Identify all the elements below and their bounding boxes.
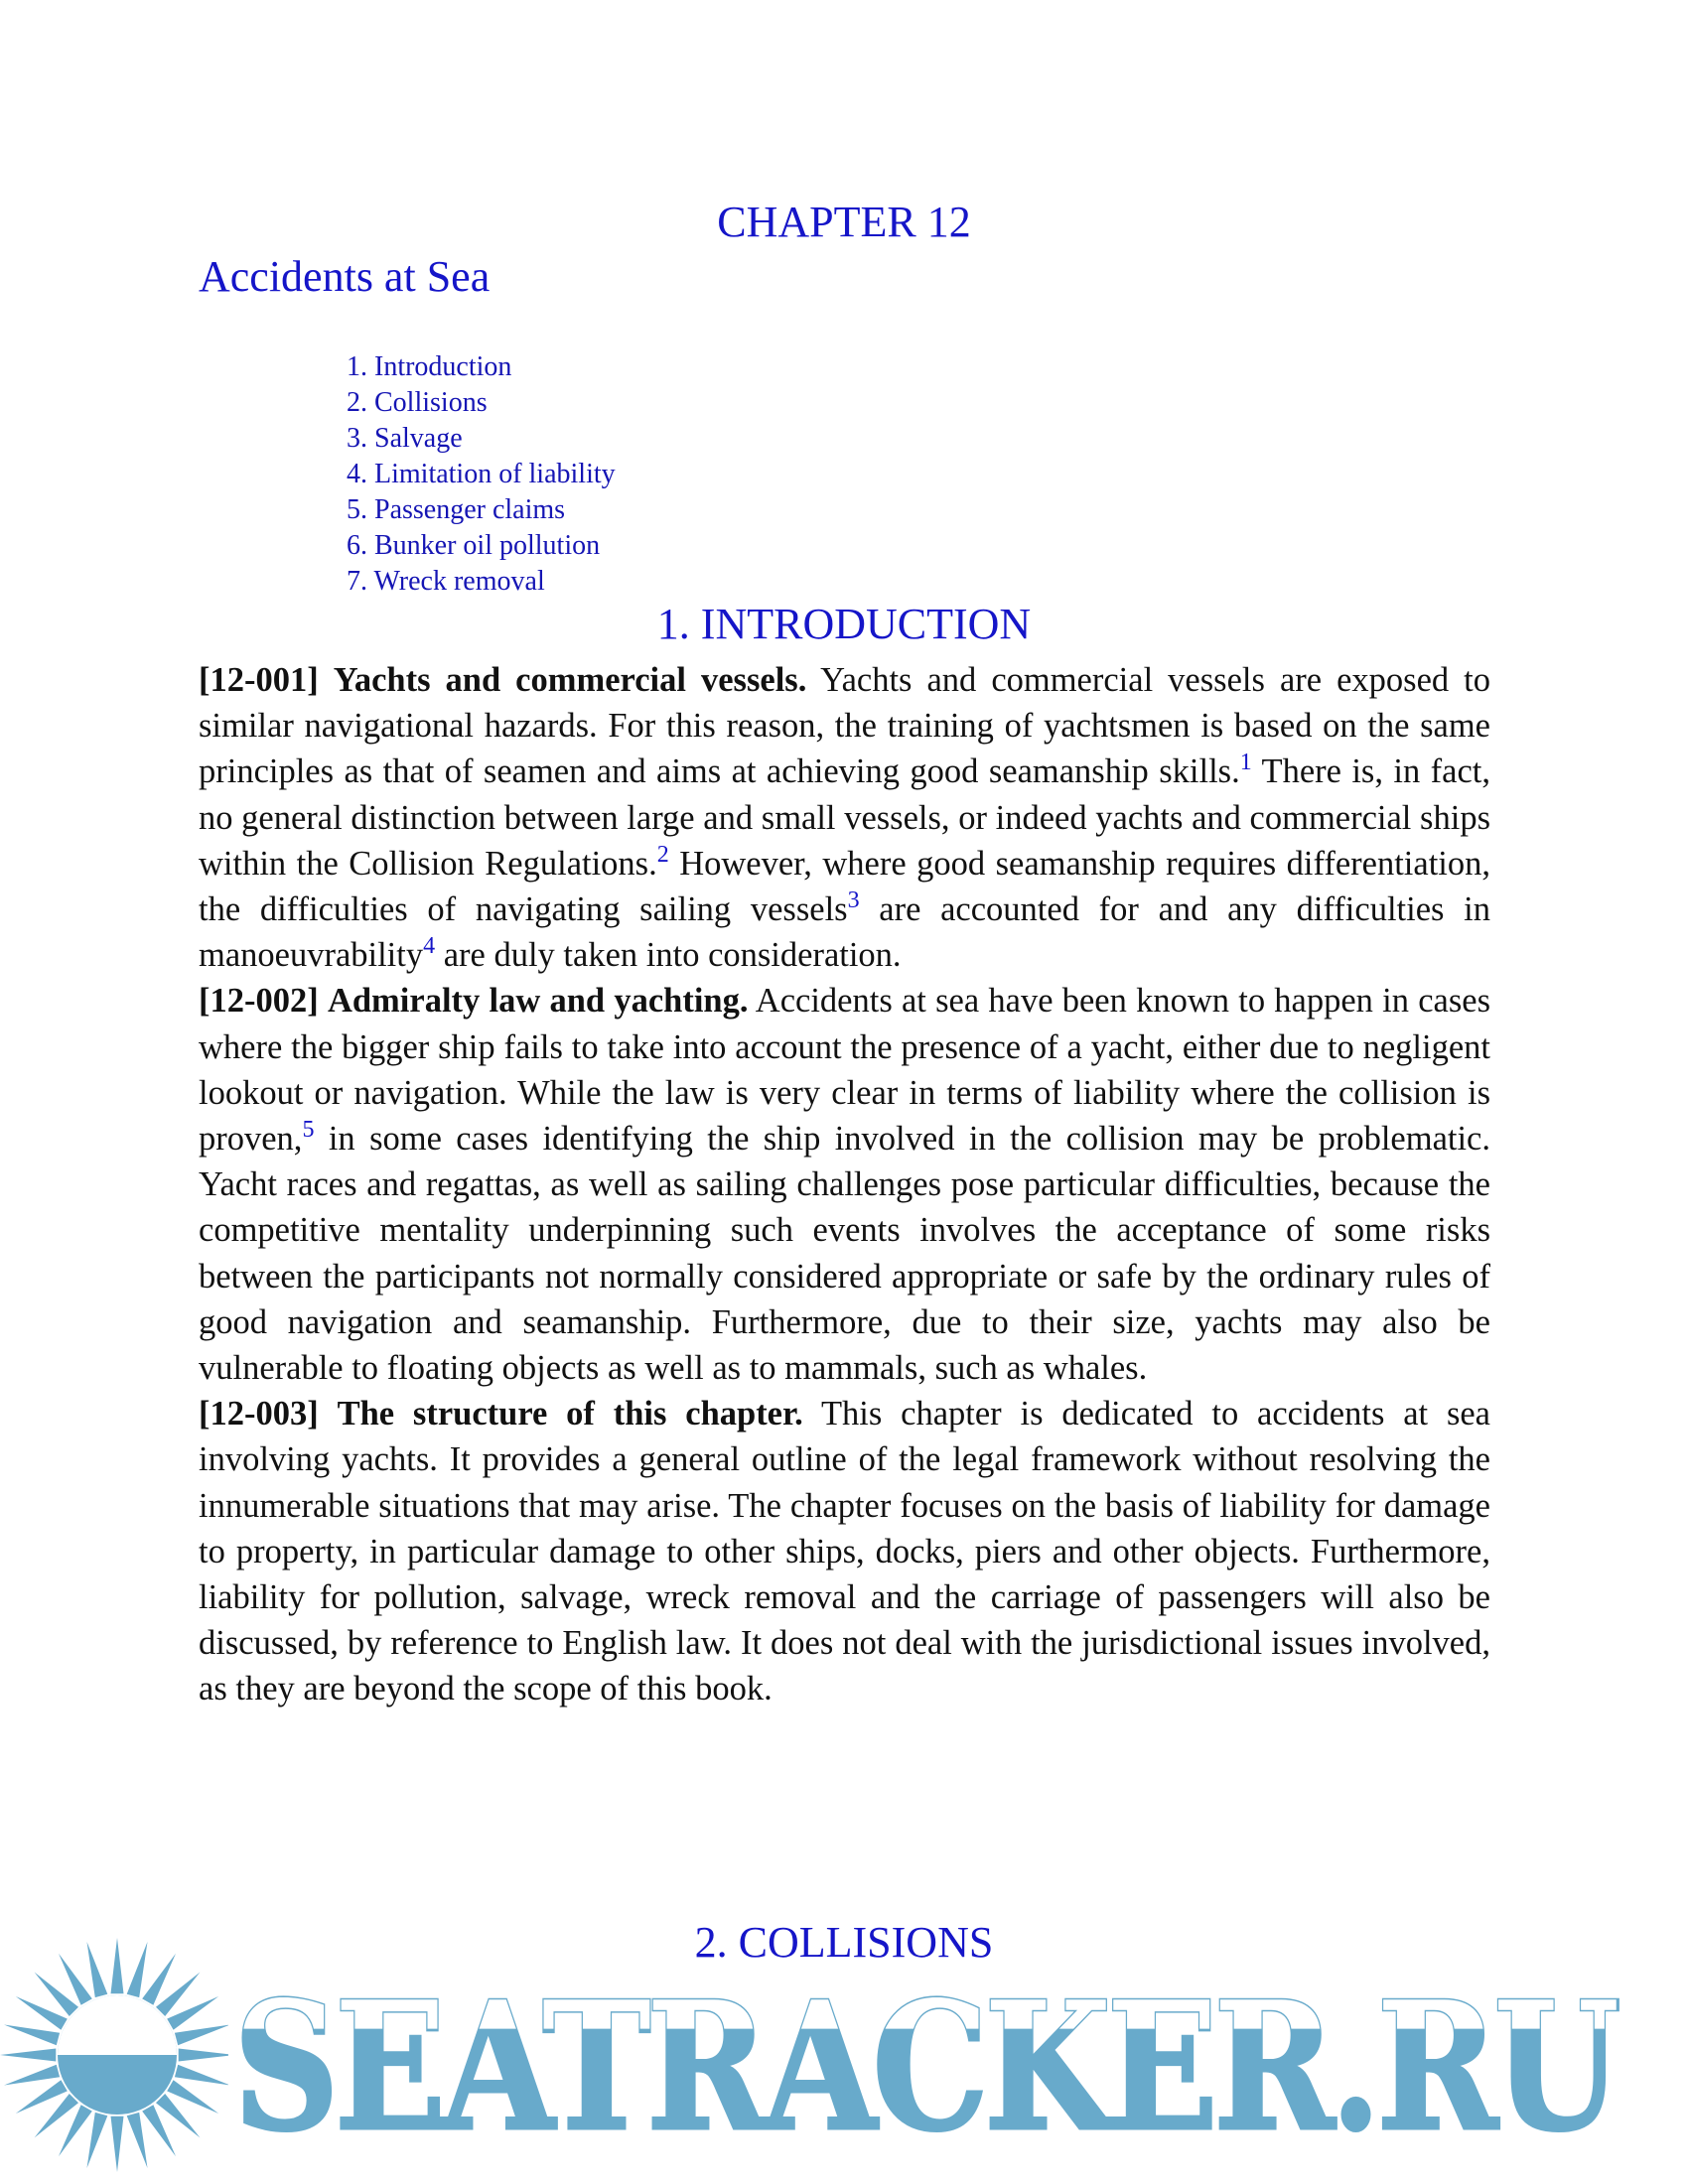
paragraph-text: Yachts and commercial vessels are exposed to similar navigational hazards. For this reason, the training of yachtsmen is based on the same principles as that of seamen and aims at achieving good seamanship skills. xyxy=(199,661,1490,791)
sun-over-sea-icon xyxy=(0,1936,228,2184)
paragraph-text: are accounted for and any difficulties in manoeuvrability xyxy=(199,890,1490,975)
watermark xyxy=(0,1936,1688,2184)
footnote-ref-3[interactable]: 3 xyxy=(847,887,860,914)
chapter-number: CHAPTER 12 xyxy=(717,198,971,246)
toc-item-bunker-oil-pollution[interactable]: 6. Bunker oil pollution xyxy=(347,530,601,561)
toc-item-introduction[interactable]: 1. Introduction xyxy=(347,351,512,382)
footnote-ref-1[interactable]: 1 xyxy=(1239,750,1252,776)
paragraph-12-001 xyxy=(199,657,1490,978)
paragraph-heading: Yachts and commercial vessels. xyxy=(333,661,807,699)
chapter-body xyxy=(199,657,1490,1712)
footnote-ref-5[interactable]: 5 xyxy=(302,1117,315,1144)
paragraph-text: There is, in fact, no general distinction between large and small vessels, or indeed yachts and commercial ships within the Collision Regulations. xyxy=(199,752,1490,883)
paragraph-number: [12-001] xyxy=(199,661,319,699)
paragraph-text: Accidents at sea have been known to happen in cases where the bigger ship fails to take into account the presence of a yacht, either due to negligent lookout or navigation. While the law is very clear in terms of liability where the collision is proven, xyxy=(199,982,1491,1159)
toc-item-passenger-claims[interactable]: 5. Passenger claims xyxy=(347,494,566,525)
paragraph-text: However, where good seamanship requires differentiation, the difficulties of navigating sailing vessels xyxy=(199,844,1490,929)
paragraph-heading: Admiralty law and yachting. xyxy=(327,982,749,1021)
section-heading-introduction: 1. INTRODUCTION xyxy=(656,600,1032,648)
footnote-ref-2[interactable]: 2 xyxy=(656,841,669,868)
toc-item-wreck-removal[interactable]: 7. Wreck removal xyxy=(347,566,545,597)
paragraph-number: [12-003] xyxy=(199,1395,319,1433)
section-heading-collisions: 2. COLLISIONS xyxy=(694,1918,994,1967)
paragraph-heading: The structure of this chapter. xyxy=(337,1395,803,1433)
paragraph-text: in some cases identifying the ship involved in the collision may be problematic. Yacht races and regattas, as well as sailing challenges pose particular difficulties, because the competitive mentality underpinning such events involves the acceptance of some risks between the participants not normally considered appropriate or safe by the ordinary rules of good navigation and seamanship. Furthermore, due to their size, yachts may also be vulnerable to floating objects as well as to mammals, such as whales. xyxy=(199,1120,1490,1388)
paragraph-12-003 xyxy=(199,1391,1490,1711)
paragraph-12-002 xyxy=(199,978,1490,1391)
toc-item-salvage[interactable]: 3. Salvage xyxy=(347,423,463,454)
table-of-contents xyxy=(347,349,616,600)
toc-item-limitation-of-liability[interactable]: 4. Limitation of liability xyxy=(347,459,616,489)
toc-item-collisions[interactable]: 2. Collisions xyxy=(347,387,488,418)
paragraph-number: [12-002] xyxy=(199,982,319,1021)
paragraph-text: This chapter is dedicated to accidents at sea involving yachts. It provides a general outline of the legal framework without resolving the innumerable situations that may arise. The chapter focuses on the basis of liability for damage to property, in particular damage to other ships, docks, piers and other objects. Furthermore, liability for pollution, salvage, wreck removal and the carriage of passengers will also be discussed, by reference to English law. It does not deal with the jurisdictional issues involved, as they are beyond the scope of this book. xyxy=(199,1395,1490,1708)
chapter-title: Accidents at Sea xyxy=(199,252,491,301)
footnote-ref-4[interactable]: 4 xyxy=(423,933,436,960)
chapter-label xyxy=(0,197,1688,247)
paragraph-text: are duly taken into consideration. xyxy=(435,936,902,975)
watermark-text: SEATRACKER.RU SEATRACKER.RU xyxy=(233,1997,1617,2136)
